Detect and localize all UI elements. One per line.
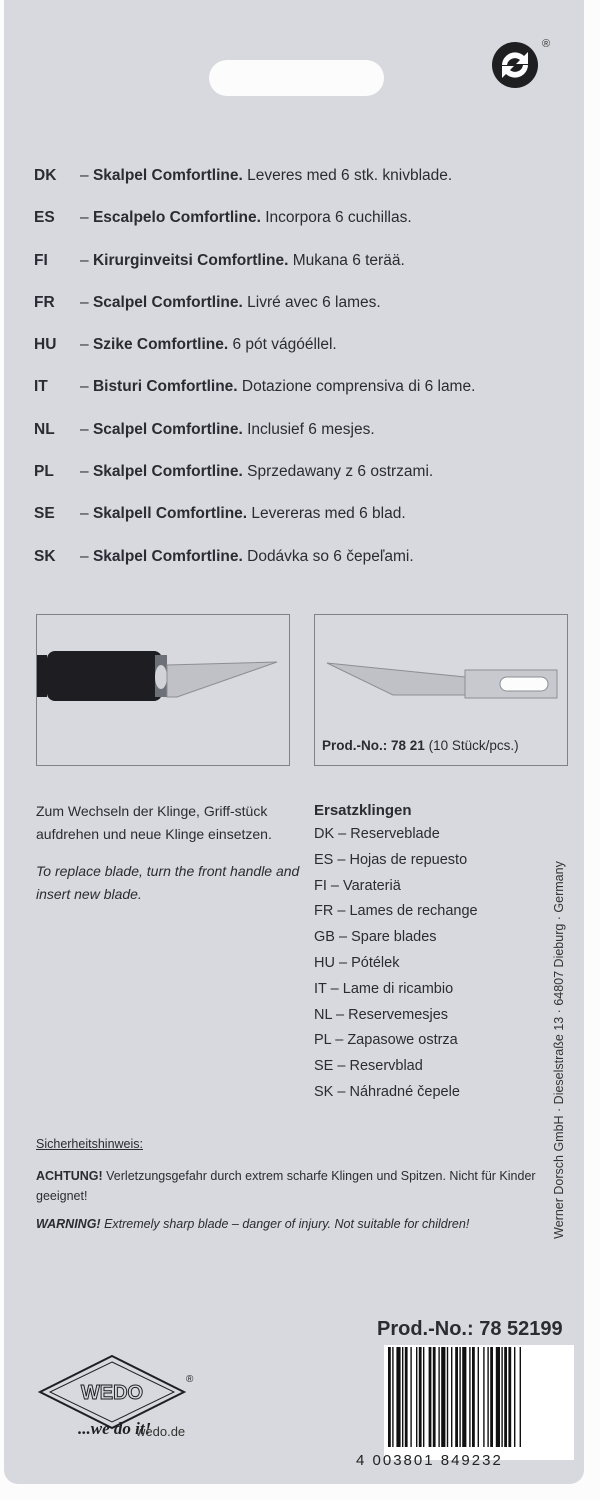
language-code: PL bbox=[34, 463, 54, 481]
product-name: Escalpelo Comfortline. bbox=[92, 209, 261, 227]
product-desc: Levereras med 6 blad. bbox=[251, 505, 406, 523]
spare-text: Varateriä bbox=[343, 877, 401, 894]
dash: – bbox=[80, 336, 93, 354]
product-number: Prod.-No.: 78 52199 bbox=[377, 1318, 563, 1340]
dash: – bbox=[80, 505, 93, 523]
spare-code: HU – bbox=[314, 954, 348, 971]
instructions-en: To replace blade, turn the front handle and insert new blade. bbox=[36, 863, 300, 902]
spare-blades-title: Ersatzklingen bbox=[314, 802, 412, 819]
safety-title: Sicherheitshinweis: bbox=[36, 1137, 143, 1151]
spare-code: DK – bbox=[314, 826, 347, 842]
spare-blades-list bbox=[314, 800, 478, 1106]
spare-blade-row bbox=[314, 1054, 478, 1080]
language-row bbox=[34, 327, 574, 362]
barcode-number: 4 003801 849232 bbox=[356, 1452, 503, 1469]
blade-instructions bbox=[36, 800, 301, 906]
product-name: Skalpel Comfortline. bbox=[92, 463, 243, 481]
barcode bbox=[384, 1345, 574, 1460]
product-name: Scalpel Comfortline. bbox=[92, 420, 243, 438]
language-row bbox=[34, 539, 574, 574]
dash: – bbox=[80, 251, 93, 269]
spare-code: IT – bbox=[314, 980, 339, 997]
safety-notice bbox=[36, 1134, 536, 1234]
hang-hole bbox=[209, 60, 384, 96]
spare-code: SE – bbox=[314, 1058, 346, 1075]
product-name: Scalpel Comfortline. bbox=[92, 293, 243, 311]
product-desc: Leveres med 6 stk. knivblade. bbox=[247, 167, 453, 184]
instructions-de: Zum Wechseln der Klinge, Griff-stück aufdrehen und neue Klinge einsetzen. bbox=[36, 803, 272, 842]
dash: – bbox=[80, 547, 93, 565]
website: wedo.de bbox=[136, 1424, 186, 1439]
spare-blade-row bbox=[314, 1028, 478, 1054]
dash: – bbox=[80, 293, 93, 311]
product-desc: Incorpora 6 cuchillas. bbox=[265, 209, 412, 227]
language-code: FR bbox=[34, 293, 55, 311]
spare-blade-row bbox=[314, 848, 478, 874]
safety-de: ACHTUNG! Verletzungsgefahr durch extrem scharfe Klingen und Spitzen. Nicht für Kinder geeignet! bbox=[36, 1169, 536, 1203]
spare-text: Pótélek bbox=[351, 954, 400, 971]
language-code: NL bbox=[34, 420, 55, 438]
dash: – bbox=[80, 463, 93, 481]
language-row bbox=[34, 369, 574, 404]
registered-mark: ® bbox=[542, 38, 551, 50]
spare-code: ES – bbox=[314, 851, 346, 868]
scalpel-handle-image bbox=[37, 615, 288, 764]
product-desc: Inclusief 6 mesjes. bbox=[247, 420, 375, 438]
logo-text: WEDO bbox=[80, 1382, 144, 1404]
language-code: IT bbox=[34, 378, 48, 396]
spare-text: Lame di ricambio bbox=[342, 980, 454, 997]
spare-code: PL – bbox=[314, 1032, 344, 1049]
spare-blade-row bbox=[314, 1003, 478, 1029]
spare-text: Reservblad bbox=[349, 1058, 423, 1075]
product-desc: Dodávka so 6 čepeľami. bbox=[247, 547, 414, 565]
product-name: Skalpel Comfortline. bbox=[92, 167, 243, 184]
spare-blade-row bbox=[314, 977, 478, 1003]
logo-slogan: ...we do it! bbox=[78, 1419, 152, 1438]
spare-blade-image bbox=[315, 615, 566, 725]
green-dot-icon bbox=[490, 40, 540, 90]
spare-code: SK – bbox=[314, 1083, 346, 1100]
language-row bbox=[34, 454, 574, 489]
spare-text: Lames de rechange bbox=[349, 903, 478, 920]
spare-text: Reserveblade bbox=[350, 826, 440, 842]
product-desc: Mukana 6 terää. bbox=[292, 251, 405, 269]
language-code: SK bbox=[34, 547, 56, 565]
language-row bbox=[34, 158, 574, 193]
product-desc: Sprzedawany z 6 ostrzami. bbox=[247, 463, 434, 481]
language-row bbox=[34, 200, 574, 235]
product-name: Kirurginveitsi Comfortline. bbox=[92, 251, 289, 269]
spare-text: Hojas de repuesto bbox=[349, 851, 468, 868]
spare-blade-row bbox=[314, 951, 478, 977]
language-code: ES bbox=[34, 209, 55, 227]
product-desc: Dotazione comprensiva di 6 lame. bbox=[241, 378, 476, 396]
language-code: HU bbox=[34, 336, 57, 354]
scalpel-illustration bbox=[36, 614, 290, 766]
language-code: SE bbox=[34, 505, 55, 523]
spare-blade-row bbox=[314, 1080, 478, 1106]
spare-code: GB – bbox=[314, 929, 348, 946]
dash: – bbox=[80, 420, 93, 438]
product-desc: 6 pót vágóéllel. bbox=[232, 336, 337, 354]
dash: – bbox=[80, 378, 93, 396]
spare-code: FR – bbox=[314, 903, 346, 920]
spare-text: Reservemesjes bbox=[348, 1006, 449, 1023]
language-list bbox=[34, 158, 574, 581]
product-name: Szike Comfortline. bbox=[92, 336, 229, 354]
language-code: FI bbox=[34, 251, 48, 269]
safety-en: WARNING! Extremely sharp blade – danger of injury. Not suitable for children! bbox=[36, 1217, 470, 1231]
replacement-prod-no: Prod.-No.: 78 21 (10 Stück/pcs.) bbox=[322, 738, 519, 753]
product-name: Skalpell Comfortline. bbox=[92, 505, 248, 523]
spare-code: NL – bbox=[314, 1006, 345, 1023]
spare-code: FI – bbox=[314, 877, 339, 894]
manufacturer-address: Werner Dorsch GmbH · Dieselstraße 13 · 64807 Dieburg · Germany bbox=[552, 861, 566, 1239]
packaging-card bbox=[4, 0, 584, 1484]
dash: – bbox=[80, 209, 93, 227]
dash: – bbox=[80, 167, 93, 184]
logo-reg: ® bbox=[186, 1374, 194, 1385]
language-row bbox=[34, 285, 574, 320]
spare-blade-row bbox=[314, 822, 478, 848]
product-desc: Livré avec 6 lames. bbox=[247, 293, 381, 311]
language-row bbox=[34, 243, 574, 278]
spare-text: Spare blades bbox=[351, 929, 437, 946]
product-name: Bisturi Comfortline. bbox=[92, 378, 238, 396]
spare-text: Zapasowe ostrza bbox=[347, 1032, 458, 1049]
product-name: Skalpel Comfortline. bbox=[92, 547, 243, 565]
spare-blade-row bbox=[314, 899, 478, 925]
language-row bbox=[34, 412, 574, 447]
language-row bbox=[34, 496, 574, 531]
spare-text: Náhradné čepele bbox=[349, 1083, 460, 1100]
language-code: DK bbox=[34, 167, 57, 184]
spare-blade-row bbox=[314, 925, 478, 951]
spare-blade-row bbox=[314, 874, 478, 900]
